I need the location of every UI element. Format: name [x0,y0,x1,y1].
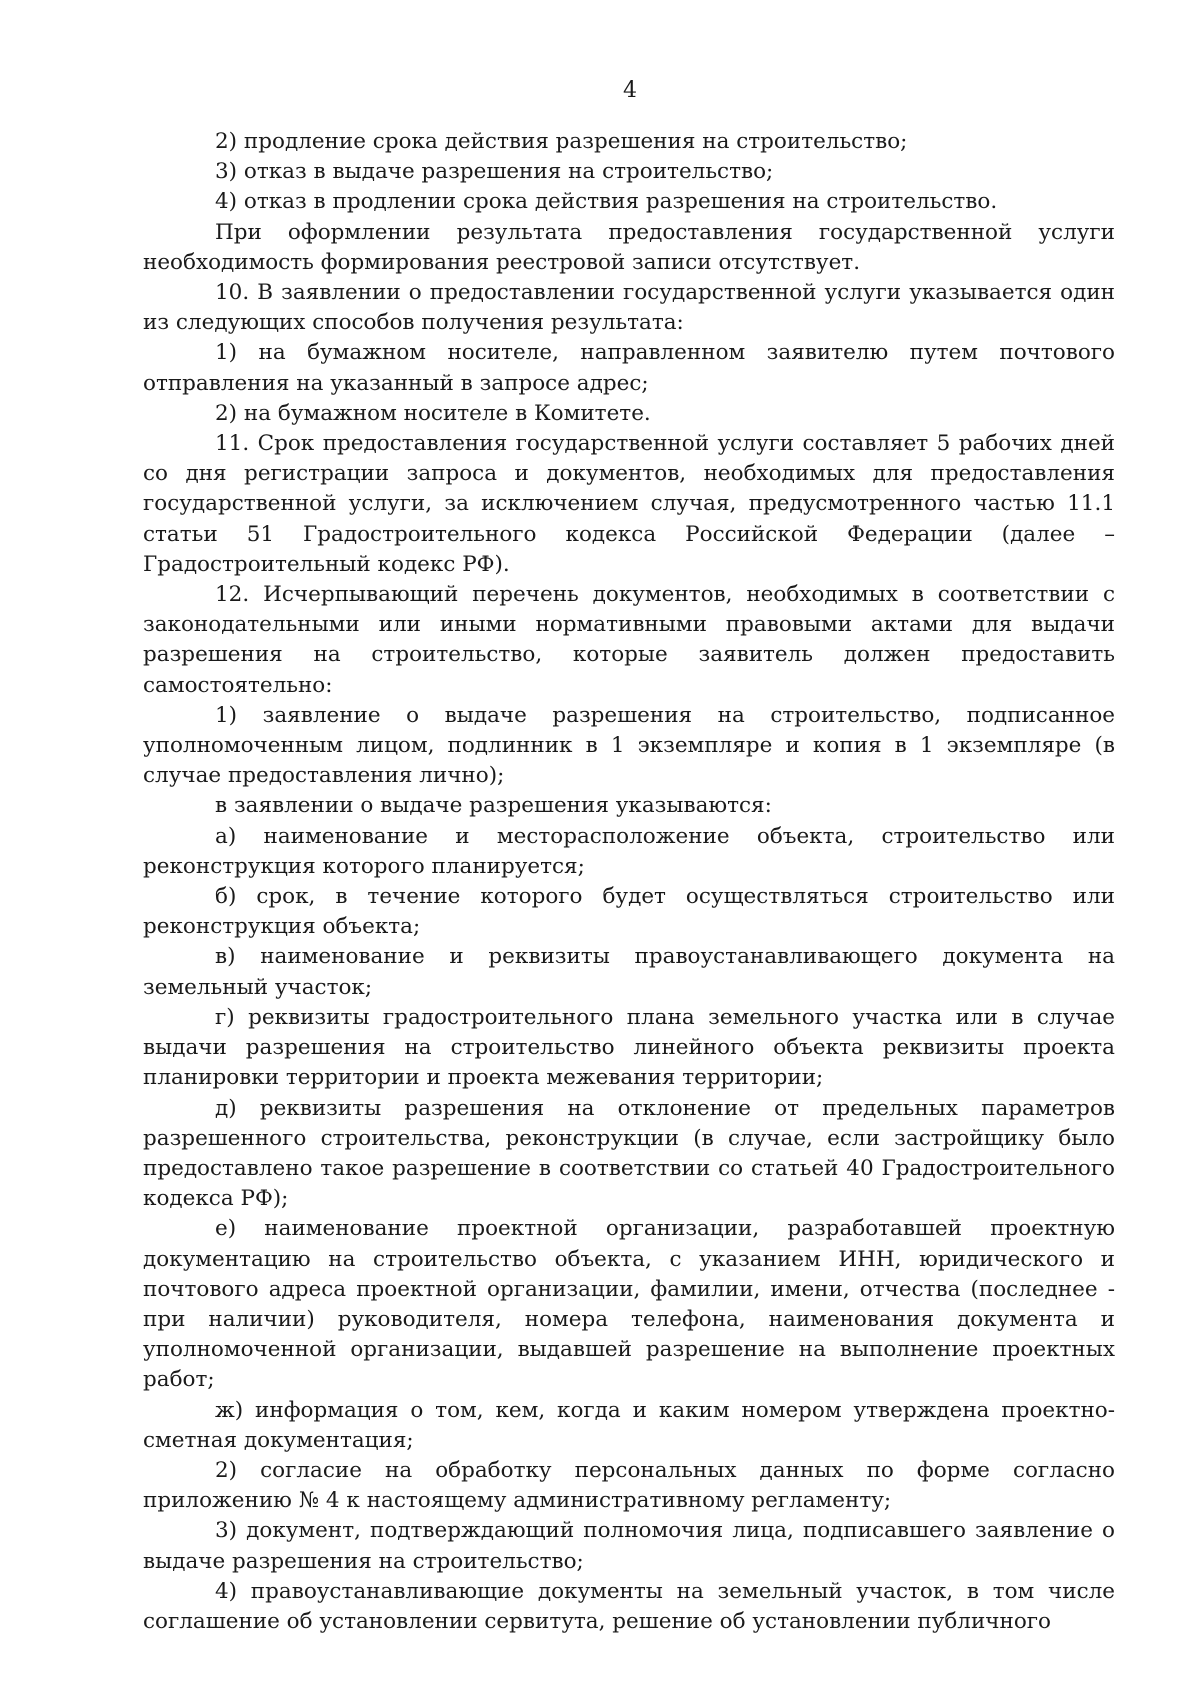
paragraph: 2) на бумажном носителе в Комитете. [215,400,651,426]
paragraph: 2) продление срока действия разрешения на строительство; [215,129,908,154]
paragraph: г) реквизиты градостроительного плана земельного участка или в случае выдачи разрешения на строительство линейного объекта реквизиты проекта планировки территории и проекта межевания территории; [143,1004,1115,1091]
paragraph: 3) документ, подтверждающий полномочия лица, подписавшего заявление о выдаче разрешения на строительство; [143,1518,1115,1574]
paragraph: а) наименование и месторасположение объекта, строительство или реконструкция которого планируется; [143,823,1115,879]
paragraph: 11. Срок предоставления государственной услуги составляет 5 рабочих дней со дня регистрации запроса и документов, необходимых для предоставления государственной услуги, за исключением случая, предусмотренного частью 11.1 статьи 51 Градостроительного кодекса Российской Федерации (далее – Градостроительный кодекс РФ). [143,431,1115,577]
paragraph: 1) на бумажном носителе, направленном заявителю путем почтового отправления на указанный в запросе адрес; [143,340,1115,396]
paragraph: в) наименование и реквизиты правоустанавливающего документа на земельный участок; [143,944,1115,1000]
paragraph: 10. В заявлении о предоставлении государственной услуги указывается один из следующих способов получения результата: [143,280,1115,336]
paragraph: 1) заявление о выдаче разрешения на строительство, подписанное уполномоченным лицом, подлинник в 1 экземпляре и копия в 1 экземпляре (в случае предоставления лично); [143,702,1115,789]
paragraph: 2) согласие на обработку персональных данных по форме согласно приложению № 4 к настоящему административному регламенту; [143,1457,1115,1514]
paragraph: 4) правоустанавливающие документы на земельный участок, в том числе соглашение об установлении сервитута, решение об установлении публичного [143,1578,1115,1634]
paragraph: 3) отказ в выдаче разрешения на строительство; [215,159,774,185]
paragraph: При оформлении результата предоставления государственной услуги необходимость формирования реестровой записи отсутствует. [143,219,1115,275]
paragraph: д) реквизиты разрешения на отклонение от предельных параметров разрешенного строительства, реконструкции (в случае, если застройщику было предоставлено такое разрешение в соответствии со статьей 40 Градостроительного кодекса РФ); [143,1095,1115,1212]
paragraph: в заявлении о выдаче разрешения указываются: [215,793,772,819]
paragraph: ж) информация о том, кем, когда и каким номером утверждена проектно-сметная документация; [143,1397,1115,1453]
paragraph: е) наименование проектной организации, разработавшей проектную документацию на строительство объекта, с указанием ИНН, юридического и почтового адреса проектной организации, фамилии, имени, отчества (последнее - при наличии) руководителя, номера телефона, наименования документа и уполномоченной организации, выдавшей разрешение на выполнение проектных работ; [143,1216,1115,1393]
paragraph: 4) отказ в продлении срока действия разрешения на строительство. [215,189,998,215]
document-body [143,127,1115,1637]
paragraph: б) срок, в течение которого будет осуществляться строительство или реконструкция объекта; [143,884,1115,940]
paragraph: 12. Исчерпывающий перечень документов, необходимых в соответствии с законодательными или иными нормативными правовыми актами для выдачи разрешения на строительство, которые заявитель должен предоставить самостоятельно: [143,582,1115,698]
page-number: 4 [623,78,637,103]
